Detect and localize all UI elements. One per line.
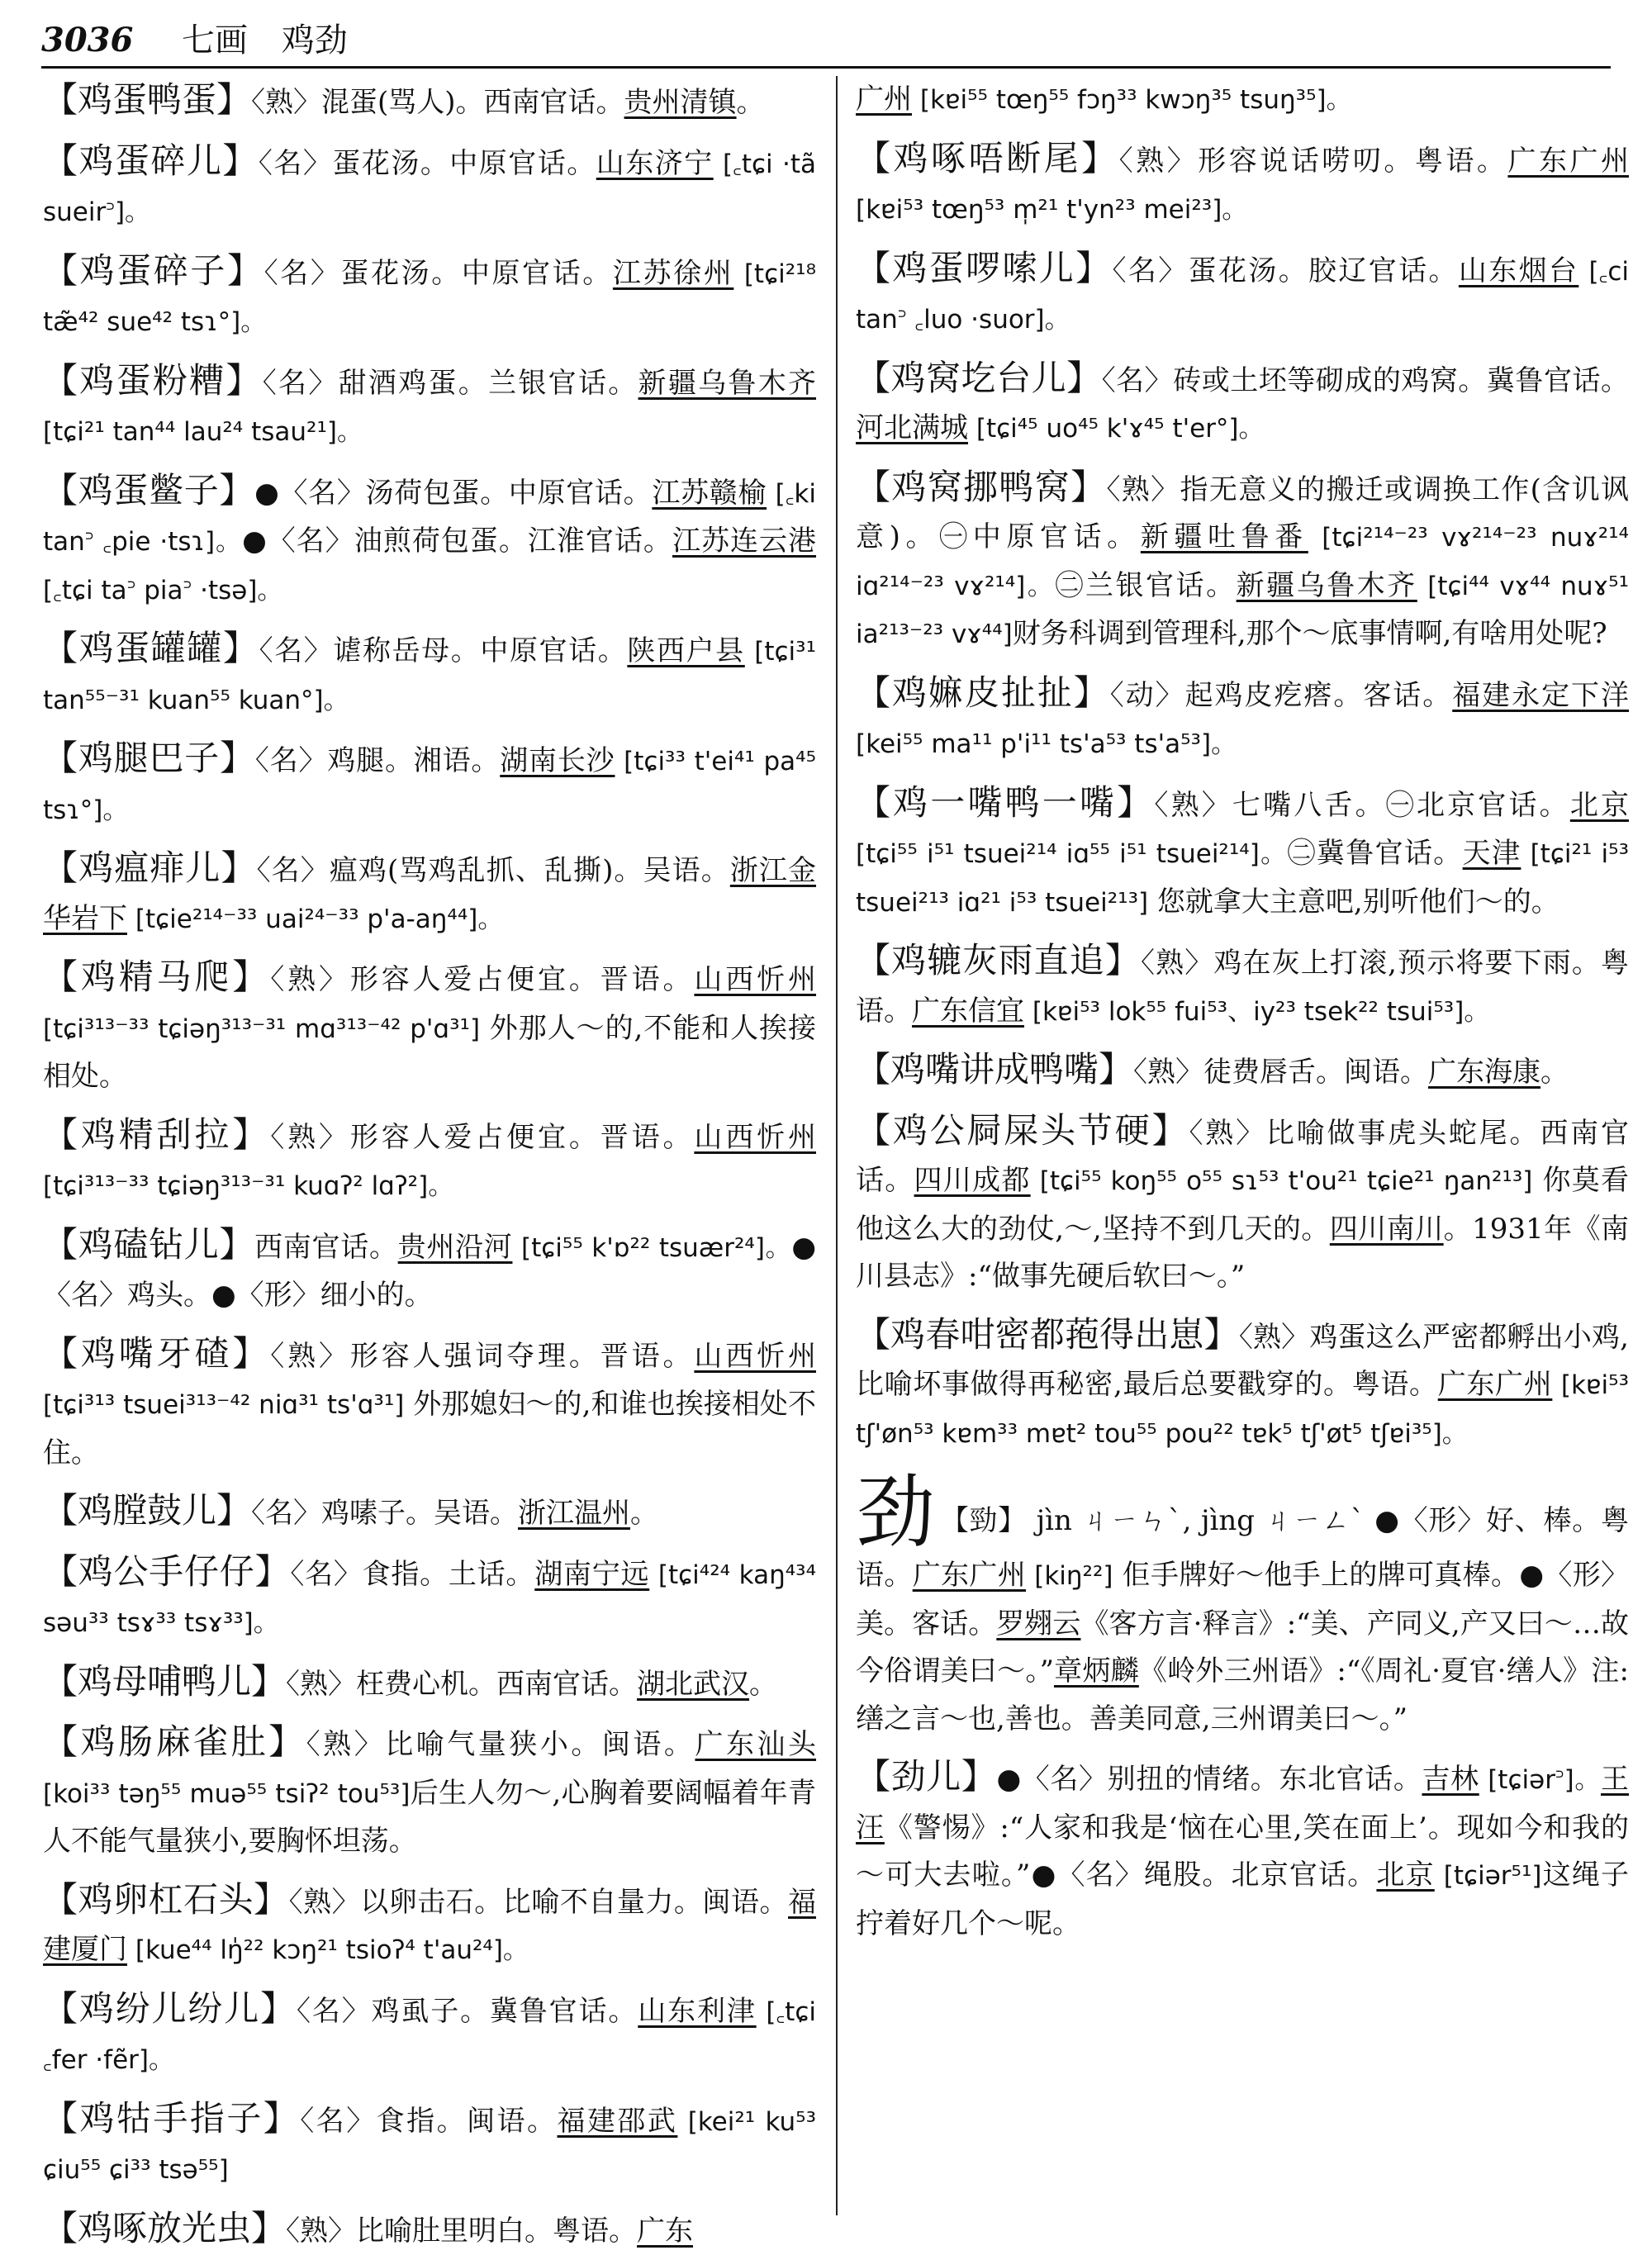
dictionary-entry (856, 1046, 1629, 1097)
place-name: 福建邵武 (558, 2105, 678, 2138)
entry-text: 〈熟〉指无意义的搬迁或调换工作(含讥讽意)。㊀中原官话。 (856, 473, 1629, 554)
entry-headword: 【鸡嘴讲成鸭嘴】 (856, 1049, 1133, 1090)
phonetic-transcription: [꜀ci tan꜄ ꜀luo ·suor]。 (856, 257, 1629, 335)
entry-headword: 【鸡蛋碎子】 (43, 250, 264, 291)
entry-text: 〈名〉瘟鸡(骂鸡乱抓、乱撕)。吴语。 (257, 854, 730, 887)
place-name: 四川南川 (1330, 1213, 1444, 1246)
dictionary-entry (856, 937, 1629, 1036)
entry-text: 〈名〉蛋花汤。中原官话。 (259, 147, 596, 180)
entry-text: 〈名〉砖或土坯等砌成的鸡窝。冀鲁官话。 (1102, 364, 1629, 397)
dictionary-entry (856, 244, 1629, 344)
header-chars: 鸡劲 (282, 21, 348, 59)
place-name: 山西忻州 (694, 1340, 816, 1373)
dictionary-entry (43, 2205, 816, 2255)
dictionary-entry (43, 1548, 816, 1648)
place-name: 贵州沿河 (398, 1231, 513, 1264)
phonetic-transcription: [tɕi⁵⁵ i⁵¹ tsuei²¹⁴ iɑ⁵⁵ i⁵¹ tsuei²¹⁴]。 (856, 839, 1288, 869)
entry-text: 〈熟〉枉费心机。西南官话。 (286, 1668, 637, 1701)
dictionary-entry (43, 844, 816, 943)
phonetic-transcription: [tɕi⁵⁵ k'ɒ²² tsuær²⁴]。 (512, 1233, 791, 1263)
place-name: 北京 (1376, 1859, 1434, 1892)
entry-text: 〈熟〉七嘴八舌。㊀北京官话。 (1154, 789, 1569, 822)
place-name: 王汪 (856, 1763, 1629, 1844)
place-name: 浙江金华岩下 (43, 854, 816, 935)
entry-text: 。 (749, 1668, 777, 1701)
dictionary-entry (856, 779, 1629, 928)
place-name: 新疆吐鲁番 (1141, 520, 1308, 553)
entry-text: 〈熟〉混蛋(骂人)。西南官话。 (251, 86, 624, 119)
entry-headword: 【鸡蛋碎儿】 (43, 140, 259, 181)
entry-headword: 【鸡公手仔仔】 (43, 1551, 290, 1592)
entry-headword: 【鸡啄放光虫】 (43, 2208, 286, 2248)
phonetic-transcription: [tɕi³¹³ tsuei³¹³⁻⁴² niɑ³¹ ts'ɑ³¹] (43, 1390, 404, 1420)
place-name: 广东广州 (1507, 145, 1629, 178)
dictionary-entry (43, 1330, 816, 1478)
phonetic-transcription: [tɕi³¹³⁻³³ tɕiəŋ³¹³⁻³¹ mɑ³¹³⁻⁴² p'ɑ³¹] (43, 1014, 480, 1044)
phonetic-transcription: [tɕiər꜄]。 (1479, 1765, 1601, 1795)
dictionary-entry (43, 76, 816, 127)
entry-text: 外那媳妇～的,和谁也挨接相处不住。 (43, 1388, 816, 1469)
entry-text: 《警惕》:“人家和我是‘恼在心里,笑在面上’。现如今和我的～可大去啦。”●〈名〉绳股。北京官话。 (856, 1811, 1629, 1892)
entry-headword: 【鸡嫲皮扯扯】 (856, 672, 1110, 713)
phonetic-transcription: [꜀tɕi ·tã sueir꜄]。 (43, 150, 816, 228)
entry-text: ㊁冀鲁官话。 (1288, 837, 1463, 870)
phonetic-transcription: [kiŋ²²] (1026, 1561, 1113, 1591)
entry-headword: 【鸡精马爬】 (43, 957, 270, 997)
entry-headword: 【鸡窝圪台儿】 (856, 358, 1102, 398)
place-name: 湖南长沙 (500, 744, 615, 777)
column-divider (836, 76, 838, 2215)
place-name: 新疆乌鲁木齐 (638, 367, 816, 400)
entry-headword: 【鸡肠麻雀肚】 (43, 1721, 306, 1762)
entry-text: 〈熟〉比喻做事虎头蛇尾。西南官话。 (856, 1117, 1629, 1198)
dictionary-entry (43, 1111, 816, 1211)
entry-text: 。1931年《南川县志》:“做事先硬后软曰～。” (856, 1213, 1629, 1294)
entry-text: 〈熟〉形容说话唠叨。粤语。 (1119, 145, 1508, 178)
phonetic-transcription: [kɐi⁵³ tœŋ⁵³ m̩²¹ t'yn²³ mei²³]。 (856, 195, 1247, 225)
place-name: 山东烟台 (1459, 254, 1578, 287)
right-column (856, 76, 1629, 2224)
entry-text: 〈熟〉徒费唇舌。闽语。 (1133, 1056, 1428, 1089)
place-name: 广东广州 (913, 1559, 1026, 1592)
phonetic-transcription: [tɕi²¹⁸ tæ̃⁴² sue⁴² tsɿ°]。 (43, 259, 816, 338)
entry-text: 佢手牌好～他手上的牌可真棒。●〈形〉美。客话。 (856, 1559, 1629, 1640)
place-name: 浙江温州 (518, 1497, 630, 1530)
entry-text: 〈熟〉鸡蛋这么严密都孵出小鸡,比喻坏事做得再秘密,最后总要戳穿的。粤语。 (856, 1321, 1629, 1402)
entry-text: 〈名〉鸡嗉子。吴语。 (251, 1497, 518, 1530)
entry-text: 。 (1540, 1056, 1569, 1089)
entry-headword: 【鸡瘟痱儿】 (43, 847, 257, 888)
entry-text: ●〈名〉汤荷包蛋。中原官话。 (254, 477, 652, 510)
phonetic-transcription: [kɐi⁵³ lok⁵⁵ fui⁵³、iy²³ tsek²² tsui⁵³]。 (1024, 997, 1489, 1027)
dictionary-entry (856, 135, 1629, 235)
page-number: 3036 (41, 21, 133, 59)
entry-text: 〈名〉谑称岳母。中原官话。 (259, 634, 628, 667)
phonetic-transcription: [tɕi⁴²⁴ kaŋ⁴³⁴ səu³³ tsɤ³³ tsɤ³³]。 (43, 1560, 816, 1639)
place-name: 福建永定下洋 (1452, 679, 1629, 712)
phonetic-transcription: [꜀ki tan꜄ ꜀pie ·tsɿ]。 (43, 479, 816, 558)
entry-headword: 【鸡卵杠石头】 (43, 1879, 289, 1920)
entry-headword: 【鸡蛋鸭蛋】 (43, 79, 251, 120)
place-name: 广东广州 (1438, 1368, 1553, 1401)
entry-text: 你莫看他这么大的劲仗,～,坚持不到几天的。 (856, 1164, 1629, 1246)
entry-text: 〈名〉蛋花汤。胶辽官话。 (1113, 254, 1459, 287)
dictionary-entry (43, 357, 816, 457)
dictionary-entry (856, 669, 1629, 769)
entry-text: 西南官话。 (254, 1231, 397, 1264)
phonetic-transcription: [kei²¹ ku⁵³ ɕiu⁵⁵ ɕi³³ tsə⁵⁵] (43, 2107, 816, 2186)
phonetic-transcription: [꜀tɕi ꜀fer ·fẽr]。 (43, 1997, 816, 2076)
dictionary-entry (856, 463, 1629, 659)
entry-headword: 【鸡磕钻儿】 (43, 1224, 254, 1265)
entry-headword: 【鸡春咁密都菢得出崽】 (856, 1314, 1239, 1355)
entry-headword: 【鸡纷儿纷儿】 (43, 1988, 297, 2029)
dictionary-entry (43, 467, 816, 615)
entry-text: ●〈名〉鸡头。●〈形〉细小的。 (43, 1231, 816, 1313)
entry-headword: 【鸡嘴牙碴】 (43, 1333, 270, 1374)
place-name: 广东汕头 (695, 1728, 816, 1761)
place-name: 四川成都 (914, 1164, 1031, 1197)
entry-headword: 【鸡公屙屎头节硬】 (856, 1110, 1189, 1151)
entry-text: ㊁兰银官话。 (1055, 569, 1236, 602)
place-name: 广东信宜 (912, 995, 1024, 1028)
entry-text: 《客方言·释言》:“美、产同义,产又曰～…故今俗谓美曰～。” (856, 1607, 1629, 1688)
dictionary-entry (856, 1473, 1629, 1743)
dictionary-entry (43, 1985, 816, 2085)
entry-text: 。 (737, 86, 765, 119)
place-name: 河北满城 (856, 411, 968, 444)
dictionary-entry (43, 1876, 816, 1975)
place-name: 山东济宁 (596, 147, 714, 180)
dictionary-entry (43, 624, 816, 724)
entry-headword: 【鸡精刮拉】 (43, 1114, 270, 1155)
entry-text: 〈熟〉比喻气量狭小。闽语。 (306, 1728, 695, 1761)
entry-text: 【勁】 jìn ㄐㄧㄣˋ, jìng ㄐㄧㄥˋ ●〈形〉好、棒。粤语。 (856, 1504, 1629, 1592)
phonetic-transcription: [tɕi⁴⁴ vɤ⁴⁴ nuɤ⁵¹ ia²¹³⁻²³ vɤ⁴⁴] (856, 572, 1629, 650)
place-name: 广东 (637, 2215, 693, 2248)
dictionary-entry (43, 247, 816, 347)
entry-text: 《岭外三州语》:“《周礼·夏官·缮人》注:缮之言～也,善也。善美同意,三州谓美曰～。” (856, 1654, 1629, 1735)
entry-text: 〈名〉食指。闽语。 (300, 2105, 557, 2138)
page-header (41, 17, 1611, 69)
entry-text: 〈熟〉以卵击石。比喻不自量力。闽语。 (289, 1886, 788, 1919)
phonetic-transcription: [tɕie²¹⁴⁻³³ uai²⁴⁻³³ p'a-aŋ⁴⁴]。 (127, 904, 503, 934)
entry-text: 您就拿大主意吧,别听他们～的。 (1148, 885, 1559, 919)
place-name: 广东海康 (1428, 1056, 1540, 1089)
entry-text: 〈熟〉鸡在灰上打滚,预示将要下雨。粤语。 (856, 947, 1629, 1028)
left-column (43, 76, 816, 2224)
entry-text: 这绳子拧着好几个～呢。 (856, 1859, 1629, 1940)
phonetic-transcription: [tɕi²¹ tan⁴⁴ lau²⁴ tsau²¹]。 (43, 417, 363, 447)
entry-text: 〈熟〉形容人爱占便宜。晋语。 (270, 963, 694, 996)
dictionary-entry (856, 1107, 1629, 1301)
phonetic-transcription: [tɕiər⁵¹] (1435, 1861, 1542, 1891)
place-name: 贵州清镇 (624, 86, 737, 119)
dictionary-entry (43, 1221, 816, 1320)
entry-headword: 【鸡蛋啰嗦儿】 (856, 248, 1113, 288)
entry-text: 外那人～的,不能和人挨接相处。 (43, 1012, 816, 1094)
place-name: 北京 (1570, 789, 1629, 822)
entry-text: ●〈名〉别扭的情绪。东北官话。 (997, 1763, 1422, 1796)
dictionary-entry (43, 1658, 816, 1709)
entry-headword: 【鸡腿巴子】 (43, 738, 255, 778)
phonetic-transcription: [koi³³ təŋ⁵⁵ muə⁵⁵ tsiʔ² tou⁵³] (43, 1779, 410, 1809)
place-name: 天津 (1463, 837, 1521, 870)
section-label: 七画 (182, 21, 248, 59)
dictionary-entry (856, 354, 1629, 453)
entry-text: 后生人勿～,心胸着要阔幅着年青人不能气量狭小,要胸怀坦荡。 (43, 1777, 816, 1859)
entry-text: 〈熟〉形容人强词夺理。晋语。 (270, 1340, 694, 1373)
entry-headword: 【鸡窝挪鸭窝】 (856, 467, 1106, 507)
place-name: 山东利津 (638, 1995, 756, 2028)
entry-headword: 【鸡蛋粉糟】 (43, 360, 263, 401)
entry-headword: 【鸡一嘴鸭一嘴】 (856, 782, 1154, 823)
entry-text: 〈熟〉形容人爱占便宜。晋语。 (270, 1121, 694, 1154)
phonetic-transcription: [kɐi⁵⁵ tœŋ⁵⁵ fɔŋ³³ kwɔŋ³⁵ tsuŋ³⁵]。 (912, 85, 1352, 115)
place-name: 福建厦门 (43, 1886, 816, 1967)
place-name: 山西忻州 (694, 1121, 816, 1154)
phonetic-transcription: [kue⁴⁴ lŋ̍²² kɔŋ²¹ tsioʔ⁴ t'au²⁴]。 (127, 1935, 529, 1965)
dictionary-entry (856, 1753, 1629, 1948)
dictionary-entry (43, 137, 816, 237)
entry-headword: 【鸡母哺鸭儿】 (43, 1661, 286, 1702)
phonetic-transcription: [꜀tɕi ta꜄ pia꜄ ·tsə]。 (43, 576, 282, 605)
entry-headword: 【鸡蛋鳖子】 (43, 470, 254, 510)
head-character: 劲 (856, 1466, 936, 1559)
place-name: 山西忻州 (694, 963, 816, 996)
entry-text: ●〈名〉油煎荷包蛋。江淮官话。 (242, 525, 672, 558)
phonetic-transcription: [tɕi⁵⁵ koŋ⁵⁵ o⁵⁵ sɿ⁵³ t'ou²¹ tɕie²¹ ŋan²¹³] (1031, 1166, 1533, 1196)
place-name: 江苏赣榆 (652, 477, 767, 510)
phonetic-transcription: [tɕi³¹ tan⁵⁵⁻³¹ kuan⁵⁵ kuan°]。 (43, 637, 816, 715)
place-name: 陕西户县 (627, 634, 744, 667)
dictionary-entry (43, 2095, 816, 2195)
entry-text: 〈名〉蛋花汤。中原官话。 (264, 257, 613, 290)
dictionary-entry (43, 1718, 816, 1866)
phonetic-transcription: [tɕi³¹³⁻³³ tɕiəŋ³¹³⁻³¹ kuɑʔ² lɑʔ²]。 (43, 1171, 453, 1201)
entry-text: 〈熟〉比喻肚里明白。粤语。 (286, 2215, 637, 2248)
entry-text: 财务科调到管理科,那个～底事情啊,有啥用处呢? (1013, 617, 1607, 650)
place-name: 湖南宁远 (534, 1558, 649, 1591)
place-name: 新疆乌鲁木齐 (1237, 569, 1417, 602)
phonetic-transcription: [tɕi²¹ i⁵³ tsuei²¹³ iɑ²¹ i⁵³ tsuei²¹³] (856, 839, 1629, 918)
entry-text: 〈名〉鸡腿。湘语。 (255, 744, 500, 777)
entry-headword: 【鸡啄唔断尾】 (856, 138, 1119, 178)
entry-text: 〈名〉甜酒鸡蛋。兰银官话。 (263, 367, 638, 400)
entry-headword: 【鸡膛鼓儿】 (43, 1490, 251, 1531)
place-name: 江苏徐州 (613, 257, 733, 290)
entry-headword: 【鸡牯手指子】 (43, 2098, 300, 2139)
entry-headword: 【鸡蛋罐罐】 (43, 628, 259, 668)
dictionary-entry (856, 76, 1629, 125)
dictionary-entry (43, 734, 816, 834)
place-name: 江苏连云港 (672, 525, 816, 558)
place-name: 章炳麟 (1054, 1654, 1139, 1688)
place-name: 吉林 (1422, 1763, 1479, 1796)
entry-headword: 【鸡辘灰雨直追】 (856, 940, 1141, 980)
phonetic-transcription: [tɕi³³ t'ei⁴¹ pa⁴⁵ tsɿ°]。 (43, 747, 816, 825)
place-name: 广州 (856, 83, 912, 116)
entry-text: 〈动〉起鸡皮疙瘩。客话。 (1110, 679, 1453, 712)
phonetic-transcription: [kei⁵⁵ ma¹¹ p'i¹¹ ts'a⁵³ ts'a⁵³]。 (856, 729, 1237, 759)
entry-text: 〈名〉食指。土话。 (290, 1558, 534, 1591)
entry-text: 。 (630, 1497, 658, 1530)
dictionary-entry (43, 953, 816, 1101)
dictionary-entry (856, 1311, 1629, 1459)
place-name: 罗翙云 (996, 1607, 1080, 1640)
phonetic-transcription: [kɐi⁵³ tʃ'øn⁵³ kɐm³³ mɐt² tou⁵⁵ pou²² tɐk⁵ tʃ'øt⁵ tʃɐi³⁵]。 (856, 1370, 1629, 1449)
entry-text: 〈名〉鸡虱子。冀鲁官话。 (297, 1995, 638, 2028)
dictionary-entry (43, 1487, 816, 1538)
phonetic-transcription: [tɕi⁴⁵ uo⁴⁵ k'ɤ⁴⁵ t'er°]。 (968, 414, 1265, 444)
phonetic-transcription: [tɕi²¹⁴⁻²³ vɤ²¹⁴⁻²³ nuɤ²¹⁴ iɑ²¹⁴⁻²³ vɤ²¹⁴]。 (856, 523, 1629, 601)
place-name: 湖北武汉 (637, 1668, 749, 1701)
entry-headword: 【劲儿】 (856, 1756, 997, 1797)
